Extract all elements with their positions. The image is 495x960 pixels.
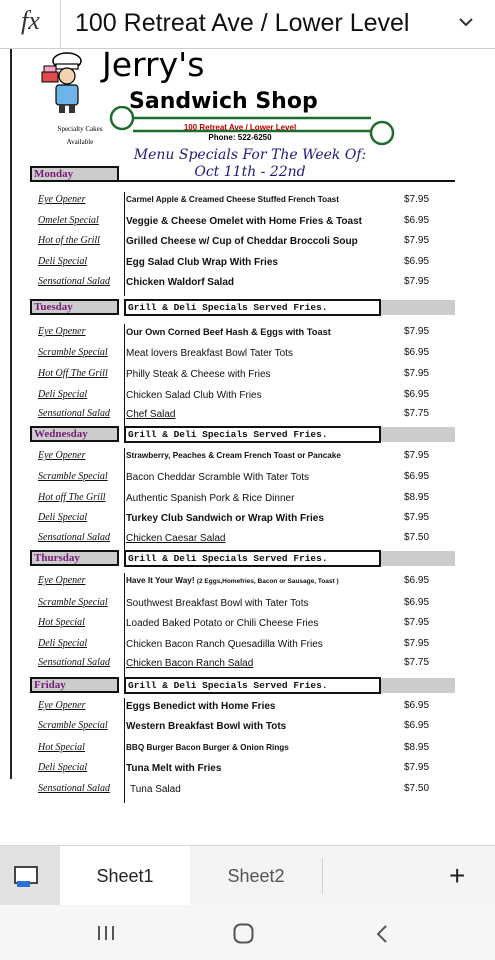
menu-price: $6.95 xyxy=(404,347,430,358)
system-nav-bar xyxy=(0,905,495,960)
day-header-fill xyxy=(381,678,455,693)
menu-category: Hot of the Grill xyxy=(38,235,100,246)
tab-separator xyxy=(322,858,323,894)
shop-phone: Phone: 522-6250 xyxy=(208,133,272,142)
cell-border-line xyxy=(10,49,12,779)
day-header-wednesday[interactable] xyxy=(30,426,455,442)
menu-category: Eye Opener xyxy=(38,326,86,337)
formula-separator xyxy=(60,0,61,48)
day-label: Tuesday xyxy=(30,299,119,315)
menu-row[interactable] xyxy=(30,575,450,595)
menu-row[interactable] xyxy=(30,256,450,276)
day-note: Grill & Deli Specials Served Fries. xyxy=(124,426,381,443)
menu-category: Eye Opener xyxy=(38,450,86,461)
menu-row[interactable] xyxy=(30,512,450,532)
menu-row[interactable] xyxy=(30,276,450,296)
shop-subtitle: Sandwich Shop xyxy=(129,89,318,114)
column-rule xyxy=(124,192,125,214)
menu-description: Turkey Club Sandwich or Wrap With Fries xyxy=(126,513,324,524)
menu-price: $7.95 xyxy=(404,638,430,649)
menu-price: $8.95 xyxy=(404,742,430,753)
menu-price: $7.50 xyxy=(404,532,430,543)
spreadsheet-grid[interactable] xyxy=(0,49,495,820)
menu-description: Grilled Cheese w/ Cup of Cheddar Broccoli Soup xyxy=(126,236,358,247)
shop-address: 100 Retreat Ave / Lower Level xyxy=(183,123,297,132)
column-rule xyxy=(124,490,125,512)
column-rule xyxy=(124,366,125,388)
menu-row[interactable] xyxy=(30,450,450,470)
menu-price: $7.95 xyxy=(404,617,430,628)
menu-row[interactable] xyxy=(30,408,450,428)
column-rule xyxy=(124,510,125,532)
day-label: Monday xyxy=(30,166,119,182)
day-label: Wednesday xyxy=(30,426,119,442)
column-rule xyxy=(124,406,125,428)
formula-input[interactable]: 100 Retreat Ave / Lower Level xyxy=(75,9,410,37)
menu-description: Chef Salad xyxy=(126,409,176,420)
menu-row[interactable] xyxy=(30,657,450,677)
chef-logo-icon xyxy=(40,52,95,114)
menu-price: $7.75 xyxy=(404,657,430,668)
menu-category: Deli Special xyxy=(38,638,88,649)
menu-description: Chicken Salad Club With Fries xyxy=(126,390,262,401)
menu-description: Eggs Benedict with Home Fries xyxy=(126,701,276,712)
column-rule xyxy=(124,740,125,762)
menu-category: Eye Opener xyxy=(38,194,86,205)
column-rule xyxy=(124,274,125,296)
menu-category: Deli Special xyxy=(38,762,88,773)
column-rule xyxy=(124,781,125,803)
day-header-fill xyxy=(381,300,455,315)
menu-row[interactable] xyxy=(30,532,450,552)
day-note: Grill & Deli Specials Served Fries. xyxy=(124,550,381,567)
menu-category: Omelet Special xyxy=(38,215,99,226)
menu-description-extra: (2 Eggs,Homefries, Bacon or Sausage, Toast ) xyxy=(196,578,339,585)
menu-description: Bacon Cheddar Scramble With Tater Tots xyxy=(126,472,310,483)
column-rule xyxy=(124,213,125,235)
day-header-rule xyxy=(119,180,455,182)
menu-category: Sensational Salad xyxy=(38,657,110,668)
menu-category: Deli Special xyxy=(38,256,88,267)
menu-category: Sensational Salad xyxy=(38,783,110,794)
column-rule xyxy=(124,448,125,470)
column-rule xyxy=(124,233,125,255)
menu-category: Scramble Special xyxy=(38,471,108,482)
menu-description: Tuna Melt with Fries xyxy=(126,763,222,774)
add-sheet-button[interactable]: + xyxy=(449,860,466,891)
menu-category: Scramble Special xyxy=(38,347,108,358)
column-rule xyxy=(124,595,125,617)
menu-price: $6.95 xyxy=(404,256,430,267)
menu-row[interactable] xyxy=(30,235,450,255)
menu-row[interactable] xyxy=(30,762,450,782)
column-rule xyxy=(124,345,125,367)
menu-row[interactable] xyxy=(30,492,450,512)
column-rule xyxy=(124,254,125,276)
column-rule xyxy=(124,615,125,637)
menu-description: Chicken Caesar Salad xyxy=(126,533,226,544)
menu-description: Tuna Salad xyxy=(130,784,181,795)
menu-price: $7.95 xyxy=(404,276,430,287)
home-icon[interactable] xyxy=(233,923,254,944)
menu-description xyxy=(126,576,339,585)
menu-price: $7.75 xyxy=(404,408,430,419)
day-header-friday[interactable] xyxy=(30,677,455,693)
column-rule xyxy=(124,573,125,595)
column-rule xyxy=(124,718,125,740)
menu-price: $7.95 xyxy=(404,326,430,337)
menu-category: Eye Opener xyxy=(38,700,86,711)
menu-price: $7.95 xyxy=(404,194,430,205)
menu-row[interactable] xyxy=(30,617,450,637)
tab-sheet1[interactable]: Sheet1 xyxy=(60,846,190,906)
sheet-list-icon xyxy=(14,866,40,888)
menu-description: Chicken Waldorf Salad xyxy=(126,277,234,288)
formula-bar xyxy=(0,0,495,49)
menu-price: $6.95 xyxy=(404,597,430,608)
column-rule xyxy=(124,655,125,677)
menu-description: Carmel Apple & Creamed Cheese Stuffed French Toast xyxy=(126,195,339,204)
menu-description: Strawberry, Peaches & Cream French Toast or Pancake xyxy=(126,451,341,460)
menu-row[interactable] xyxy=(30,783,450,803)
menu-category: Sensational Salad xyxy=(38,408,110,419)
menu-description-main: Have It Your Way! xyxy=(126,576,195,585)
menu-description: Egg Salad Club Wrap With Fries xyxy=(126,257,278,268)
menu-row[interactable] xyxy=(30,347,450,367)
recent-apps-icon[interactable] xyxy=(97,925,115,941)
menu-description: Veggie & Cheese Omelet with Home Fries & Toast xyxy=(126,216,362,227)
menu-price: $6.95 xyxy=(404,471,430,482)
menu-description: Meat lovers Breakfast Bowl Tater Tots xyxy=(126,348,293,359)
menu-price: $6.95 xyxy=(404,215,430,226)
menu-description: Chicken Bacon Ranch Salad xyxy=(126,658,254,669)
day-header-fill xyxy=(381,427,455,442)
menu-row[interactable] xyxy=(30,720,450,740)
menu-category: Hot Special xyxy=(38,742,85,753)
menu-description: Southwest Breakfast Bowl with Tater Tots xyxy=(126,598,309,609)
menu-category: Sensational Salad xyxy=(38,532,110,543)
menu-row[interactable] xyxy=(30,638,450,658)
day-label: Friday xyxy=(30,677,119,693)
menu-description: Loaded Baked Potato or Chili Cheese Fries xyxy=(126,618,319,629)
menu-price: $7.95 xyxy=(404,450,430,461)
menu-row[interactable] xyxy=(30,368,450,388)
menu-price: $7.95 xyxy=(404,235,430,246)
menu-description: Western Breakfast Bowl with Tots xyxy=(126,721,287,732)
menu-description: Chicken Bacon Ranch Quesadilla With Fries xyxy=(126,639,323,650)
menu-row[interactable] xyxy=(30,700,450,720)
column-rule xyxy=(124,469,125,491)
column-rule xyxy=(124,698,125,720)
menu-description: Our Own Corned Beef Hash & Eggs with Toast xyxy=(126,327,331,337)
specials-dates: Oct 11th - 22nd xyxy=(194,164,306,180)
menu-category: Sensational Salad xyxy=(38,276,110,287)
day-header-tuesday[interactable] xyxy=(30,299,455,315)
tab-sheet2[interactable]: Sheet2 xyxy=(227,866,285,886)
column-rule xyxy=(124,530,125,552)
menu-price: $7.50 xyxy=(404,783,430,794)
sheet-tab-bar xyxy=(0,845,495,906)
menu-category: Deli Special xyxy=(38,389,88,400)
menu-description: BBQ Burger Bacon Burger & Onion Rings xyxy=(126,743,289,752)
specialty-line-2: Available xyxy=(66,138,94,146)
menu-price: $7.95 xyxy=(404,512,430,523)
menu-price: $6.95 xyxy=(404,720,430,731)
column-rule xyxy=(124,760,125,782)
day-header-fill xyxy=(381,551,455,566)
menu-description: Authentic Spanish Pork & Rice Dinner xyxy=(126,493,295,504)
sheet-list-button[interactable] xyxy=(0,846,60,906)
menu-category: Deli Special xyxy=(38,512,88,523)
menu-price: $7.95 xyxy=(404,762,430,773)
day-header-thursday[interactable] xyxy=(30,550,455,566)
menu-category: Hot off The Grill xyxy=(38,492,106,503)
menu-row[interactable] xyxy=(30,389,450,409)
menu-row[interactable] xyxy=(30,215,450,235)
fx-icon[interactable]: fx xyxy=(21,6,40,35)
specials-heading: Menu Specials For The Week Of: xyxy=(133,147,367,163)
shop-title: Jerry's xyxy=(102,49,205,84)
menu-price: $7.95 xyxy=(404,368,430,379)
specialty-line-1: Specialty Cakes xyxy=(57,125,103,133)
menu-price: $6.95 xyxy=(404,575,430,586)
menu-price: $6.95 xyxy=(404,700,430,711)
menu-category: Scramble Special xyxy=(38,720,108,731)
menu-description: Philly Steak & Cheese with Fries xyxy=(126,369,271,380)
menu-price: $8.95 xyxy=(404,492,430,503)
menu-category: Scramble Special xyxy=(38,597,108,608)
menu-row[interactable] xyxy=(30,194,450,214)
menu-row[interactable] xyxy=(30,597,450,617)
menu-category: Hot Special xyxy=(38,617,85,628)
chevron-down-icon[interactable] xyxy=(456,12,476,32)
menu-price: $6.95 xyxy=(404,389,430,400)
day-header-monday[interactable] xyxy=(30,166,455,182)
menu-category: Eye Opener xyxy=(38,575,86,586)
menu-row[interactable] xyxy=(30,326,450,346)
menu-row[interactable] xyxy=(30,471,450,491)
menu-row[interactable] xyxy=(30,742,450,762)
column-rule xyxy=(124,324,125,346)
back-icon[interactable] xyxy=(375,924,389,944)
day-note: Grill & Deli Specials Served Fries. xyxy=(124,299,381,316)
day-note: Grill & Deli Specials Served Fries. xyxy=(124,677,381,694)
menu-category: Hot Off The Grill xyxy=(38,368,108,379)
day-label: Thursday xyxy=(30,550,119,566)
